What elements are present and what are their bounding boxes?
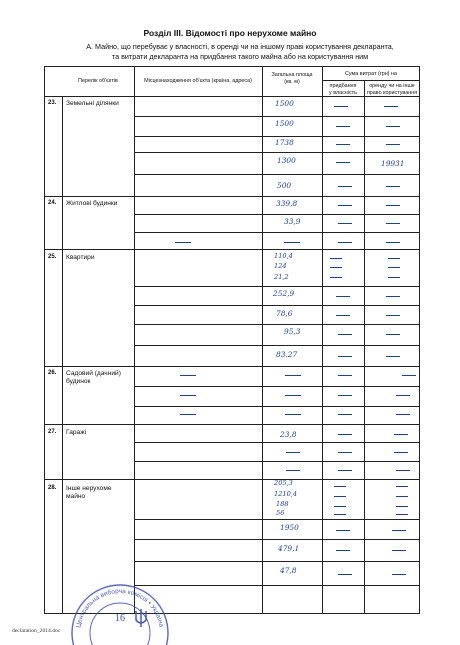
header-expenses: Сума витрат (грн) на: [345, 71, 397, 77]
header-area-line1: Загальна площа: [271, 72, 313, 78]
header-location: Місцезнаходження об'єкта (країна, адреса): [144, 78, 252, 84]
row-label-line2: майно: [66, 493, 86, 500]
header-rent-line2: право користування: [366, 89, 418, 96]
handwritten-area: 83,27: [276, 350, 298, 359]
handwritten-area: 47,8: [280, 566, 297, 575]
handwritten-area: 95,3: [284, 327, 301, 336]
row-label-line1: Садовий (дачний): [66, 370, 121, 377]
handwritten-area: 23,8: [280, 430, 297, 439]
stamp: [65, 565, 175, 645]
row-label: [66, 370, 121, 386]
row-label: [66, 485, 112, 501]
header-acquisition-line1: придбання: [329, 83, 357, 89]
row-label: Квартири: [66, 254, 95, 261]
handwritten-area: 1500: [275, 119, 294, 128]
handwritten-area: 188: [276, 500, 289, 508]
section-title: Розділ III. Відомості про нерухоме майно: [143, 28, 317, 38]
header-acquisition: [322, 83, 364, 96]
subsection-line2: та витрати декларанта на придбання такого майна або на користування ним: [111, 51, 369, 61]
row-number: 25.: [48, 254, 57, 260]
handwritten-area: 500: [277, 181, 292, 190]
row-label: Земельні ділянки: [66, 100, 119, 107]
handwritten-area: 1950: [280, 523, 299, 532]
row-label-line1: Інше нерухоме: [66, 485, 112, 492]
row-number: 27.: [48, 429, 57, 435]
row-label: Гаражі: [66, 429, 87, 436]
handwritten-rent: 19931: [381, 159, 405, 168]
subsection-line1: А. Майно, що перебуває у власності, в оренді чи на іншому праві користування декларанта,: [86, 42, 394, 51]
subsection-heading: [40, 42, 440, 61]
row-number: 26.: [48, 370, 57, 376]
row-label: Житлові будинки: [66, 200, 118, 207]
footer-filename: declaration_2014.doc: [12, 628, 61, 634]
handwritten-area: 479,1: [278, 544, 300, 553]
header-area: [262, 72, 322, 85]
row-number: 24.: [48, 200, 57, 206]
handwritten-area: 56: [276, 509, 285, 517]
row-label-line2: будинок: [66, 378, 91, 385]
handwritten-area: 33,9: [284, 217, 301, 226]
handwritten-area: 1300: [277, 156, 296, 165]
trident-icon: [136, 609, 146, 627]
handwritten-area: 339,8: [276, 199, 298, 208]
handwritten-area: 1210,4: [274, 490, 298, 498]
handwritten-area: 1738: [275, 138, 294, 147]
handwritten-area: 110,4: [274, 252, 293, 260]
header-rent-line1: оренду чи на інше: [369, 83, 415, 89]
stamp-number: 16: [115, 613, 125, 624]
handwritten-area: 252,9: [273, 289, 295, 298]
header-object-list: Перелік об'єктів: [78, 78, 118, 84]
handwritten-area: 205,3: [274, 479, 293, 487]
header-rent: [364, 83, 420, 96]
handwritten-area: 21,2: [274, 273, 289, 281]
header-acquisition-line2: у власність: [329, 89, 357, 96]
handwritten-area: 78,6: [276, 309, 293, 318]
stamp-ring-text: Центральна виборча комісія • Україна: [75, 587, 165, 629]
header-area-line2: (кв. м): [284, 78, 300, 85]
row-number: 23.: [48, 100, 57, 106]
handwritten-area: 1500: [275, 99, 294, 108]
handwritten-area: 124: [274, 262, 287, 270]
row-number: 28.: [48, 485, 57, 491]
